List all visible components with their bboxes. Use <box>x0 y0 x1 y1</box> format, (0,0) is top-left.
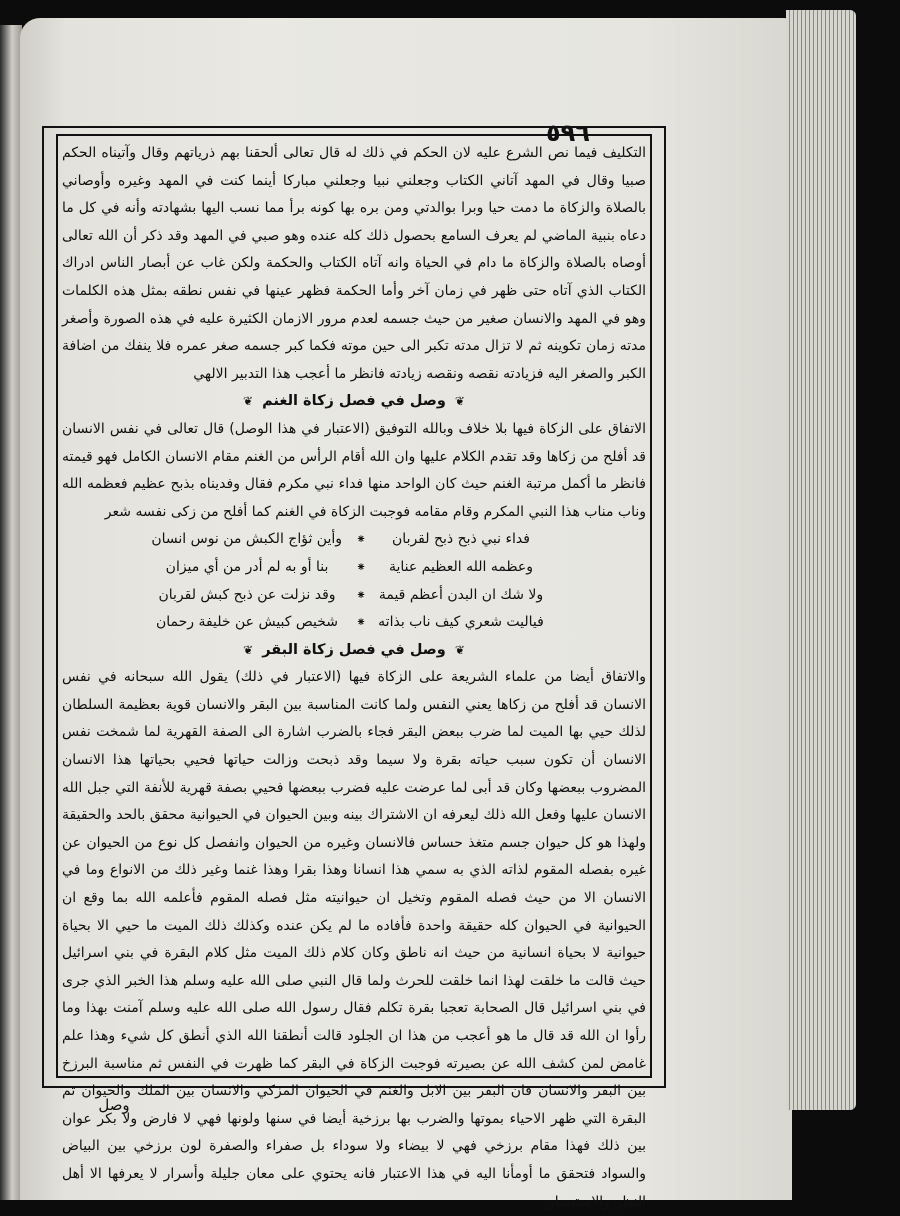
verse-line-3 <box>60 582 648 610</box>
paragraph-3: والاتفاق أيضا من علماء الشريعة على الزكاة فيها (الاعتبار في ذلك) يقول الله سبحانه في نفس الانسان قد أفلح من زكاها يعني النفس ولما كانت المناسبة بين البقر والانسان قوية بعظيمة السلطان لذلك حيي بها الميت لما ضرب ببعض البقر فجاء بالضرب اشارة الى الصفة القهرية لما شمخت نفس الانسان أن تكون سبب حياته بقرة ولا سيما وقد ذبحت وزالت حياتها فحيي بحياتها هذا الانسان المضروب ببعضها وكان قد أبى لما عرضت عليه فضرب ببعضها فحيي بصفة قهرية للأنفة التي جبل الله الانسان عليها وفعل الله ذلك ليعرفه ان الاشتراك بينه وبين الحيوان في الحيوانية محقق بالحد والحقيقة ولهذا هو كل حيوان جسم متغذ حساس فالانسان وغيره من الحيوان وانفصل كل نوع من الحيوان عن غيره بفصله المقوم لذاته الذي به سمي هذا انسانا وهذا بقرا وهذا غنما وغير ذلك من الانواع وما في الانسان الا من حيث فصله المقوم وتخيل ان حيوانيته مثل فصله المقوم فأعلمه الله بما وقع ان الحيوانية في الحيوان كله حقيقة واحدة فأفاده ما لم يكن عنده وكذلك ذلك الميت ما حيي الا بحياة حيوانية لا بحياة انسانية من حيث انه ناطق وكان كلام ذلك الميت مثل كلام البقرة في بني اسرائيل حيث قالت ما خلقت لهذا انما خلقت للحرث ولما قال النبي صلى الله عليه وسلم هذا الخبر الذي جرى في بني اسرائيل قال الصحابة تعجبا بقرة تكلم فقال رسول الله صلى الله عليه وسلم آمنت بهذا وما رأوا ان الله قد قال ما هو أعجب من هذا ان الجلود قالت أنطقنا الله الذي أنطق كل شيء وهذا علم غامض لمن كشف الله عن بصيرته فوجبت الزكاة في البقر كما ظهرت في النفس ثم مناسبة البرزخ بين البقر والانسان فان البقر بين الابل والغنم في الحيوان المزكي والانسان بين الملك والحيوان ثم البقرة التي ظهر الاحياء بموتها والضرب بها برزخية أيضا في سنها ولونها فهي لا فارض ولا بكر عوان بين ذلك فهذا مقام برزخي فهي لا بيضاء ولا سوداء بل صفراء والصفرة لون برزخي بين البياض والسواد فتحقق ما أومأنا اليه في هذا الاعتبار فانه يحتوي على معان جليلة وأسرار لا يعرفها الا أهل النظر والاستبصار <box>62 669 646 1210</box>
section-heading-1 <box>60 388 648 416</box>
verse-line-4 <box>60 609 648 637</box>
ornament-icon: ❦ <box>454 394 465 409</box>
ornament-icon: ❦ <box>243 394 254 409</box>
verse-hemistich: بنا أو به لم أدر من أي ميزان <box>165 558 329 575</box>
verse-separator: ⁕ <box>355 587 366 602</box>
book-left-edge <box>0 25 22 1200</box>
verse-separator: ⁕ <box>355 559 366 574</box>
verse-line-1 <box>60 526 648 554</box>
verse-hemistich: شخيص كبيش عن خليفة رحمان <box>155 614 339 631</box>
verse-line-2 <box>60 554 648 582</box>
section-heading-1-text: وصل في فصل زكاة الغنم <box>262 393 446 410</box>
verse-separator: ⁕ <box>355 615 366 630</box>
verse-hemistich: وعظمه الله العظيم عناية <box>388 558 534 575</box>
verse-hemistich: ولا شك ان البدن أعظم قيمة <box>378 586 544 603</box>
paragraph-2: الاتفاق على الزكاة فيها بلا خلاف وبالله التوفيق (الاعتبار في هذا الوصل) قال تعالى في نفس الانسان قد أفلح من زكاها وقد تقدم الكلام عليها وان الله أقام الرأس من الغنم مقام الانسان الكامل فهو قيمته فانظر ما أكمل مرتبة الغنم حيث كان الواحد منها فداء نبي مكرم فقال وفديناه بذبح عظيم فعظمه الله وناب مناب هذا النبي المكرم وقام مقامه فوجبت الزكاة في الغنم كما أفلح من زكى نفسه شعر <box>62 420 646 520</box>
paragraph-1: التكليف فيما نص الشرع عليه لان الحكم في ذلك له قال تعالى ألحقنا بهم ذرياتهم وقال وآتيناه الحكم صبيا وقال في المهد آتاني الكتاب وجعلني نبيا وجعلني مباركا أينما كنت في المهد وغيره وأوصاني بالصلاة والزكاة ما دمت حيا وبرا بوالدتي ومن بره بها كونه برأ مما نسب اليها بشهادته وأنه في كل ما دعاه بنبية الماضي لم يعرف السامع بحصول ذلك كله عنده وهو صبي في المهد وقد ذكر أن الله تعالى أوصاه بالصلاة والزكاة ما دام في الحياة وانه آتاه الكتاب والحكمة ولكن غاب عن أبصار الناس ادراك الكتاب الذي آتاه حتى ظهر في زمان آخر وأما الحكمة فظهر عينها في نفس نطقه بمثل هذه الكلمات وهو في المهد والانسان صغير من حيث جسمه لعدم مرور الازمان الكثيرة عليه في هذه الصورة وأصغر مدته زمان تكوينه ثم لا تزال مدته تكبر الى حين موته فكما كبر جسمه صغر عمره فلا ينفك من اضافة الكبر والصغر اليه فزيادته نقصه ونقصه زيادته فانظر ما أعجب هذا التدبير الالهي <box>62 145 646 382</box>
catchword: وصل <box>98 1096 130 1114</box>
verse-hemistich: فياليت شعري كيف ناب بذاته <box>378 614 544 631</box>
verse-hemistich: وأين ثؤاج الكبش من نوس انسان <box>151 531 342 548</box>
main-text-block <box>60 140 648 1210</box>
section-heading-2-text: وصل في فصل زكاة البقر <box>262 641 446 658</box>
verse-hemistich: فداء نبي ذبح ذبح لقربان <box>392 531 530 548</box>
page-number: ٥٩٦ <box>546 119 590 147</box>
section-heading-2 <box>60 637 648 665</box>
ornament-icon: ❦ <box>454 642 465 657</box>
verse-separator: ⁕ <box>355 532 366 547</box>
book-page-edges <box>786 10 856 1110</box>
ornament-icon: ❦ <box>243 642 254 657</box>
verse-hemistich: وقد نزلت عن ذبح كبش لقربان <box>158 586 336 603</box>
